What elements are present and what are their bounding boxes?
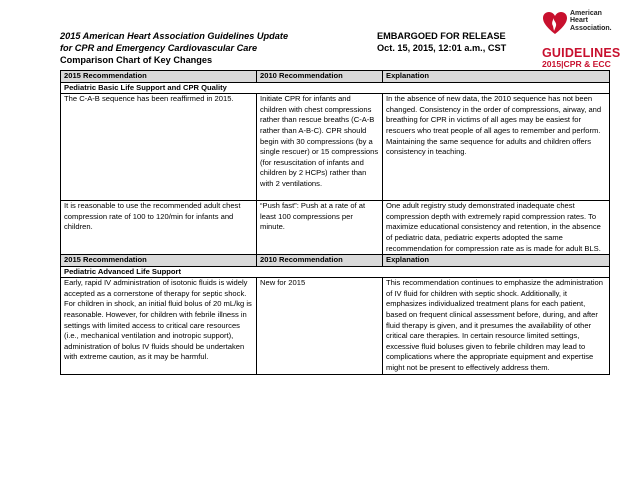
title-line-3: Comparison Chart of Key Changes: [60, 55, 213, 65]
column-header-2015: 2015 Recommendation: [61, 71, 257, 83]
guidelines-wordmark: GUIDELINES: [542, 46, 621, 60]
title-line-1: 2015 American Heart Association Guidelines Update: [60, 31, 289, 41]
table-row: [61, 94, 610, 201]
cell-2015-recommendation: It is reasonable to use the recommended adult chest compression rate of 100 to 120/min for infants and children.: [61, 201, 257, 255]
cell-explanation: In the absence of new data, the 2010 sequence has not been changed. Consistency in the order of compressions, airway, and breathing for CPR in victims of all ages may be easiest for rescuers who treat people of all ages to remember and perform. Maintaining the same sequence for adults and children offers consistency in teaching.: [383, 94, 610, 201]
guidelines-topic: CPR & ECC: [563, 59, 611, 69]
cell-explanation: This recommendation continues to emphasize the administration of IV fluid for children with septic shock. Additionally, it emphasizes individualized treatment plans for each patient, based on frequent clinical assessment before, during, and after fluid therapy is given, and it presumes the availability of other critical care therapies. In certain resource limited settings, excessive fluid boluses given to febrile children may lead to complications where the appropriate equipment and expertise might not be present to effectively address them.: [383, 278, 610, 374]
heart-torch-icon: [542, 10, 568, 36]
column-header-2010: 2010 Recommendation: [257, 71, 383, 83]
column-header-2010: 2010 Recommendation: [257, 255, 383, 267]
embargo-line-1: EMBARGOED FOR RELEASE: [377, 31, 506, 41]
guidelines-subtitle: [542, 59, 611, 69]
document-title: [60, 30, 288, 66]
cell-text: Initiate CPR for infants and children with chest compressions rather than rescue breaths (C-A-B rather than A-B-C). CPR should begin with 30 compressions (by a single rescuer) or 15 compressions (for resuscitation of infants and children by 2 HCPs) rather than with 2 ventilations.: [260, 94, 379, 188]
table-row: [61, 201, 610, 255]
section-row: [61, 266, 610, 278]
brand-line-3: Association.: [570, 24, 612, 32]
cell-2010-recommendation: New for 2015: [257, 278, 383, 374]
table-header-row: [61, 255, 610, 267]
section-row: [61, 82, 610, 94]
comparison-table: [60, 70, 610, 375]
column-header-explanation: Explanation: [383, 255, 610, 267]
guidelines-year: 2015: [542, 59, 562, 69]
aha-guidelines-logo: [540, 8, 632, 68]
cell-explanation: One adult registry study demonstrated inadequate chest compression depth with extremely rapid compression rates. To maximize educational consistency and retention, in the absence of pediatric data, pediatric experts adopted the same recommendation for compression rate as is made for adult BLS.: [383, 201, 610, 255]
cell-2010-recommendation: “Push fast”: Push at a rate of at least 100 compressions per minute.: [257, 201, 383, 255]
section-title-pediatric-bls: Pediatric Basic Life Support and CPR Quality: [61, 82, 610, 94]
cell-2010-recommendation: [257, 94, 383, 201]
embargo-notice: [377, 30, 506, 54]
brand-line-1: American: [570, 10, 602, 17]
title-line-2: for CPR and Emergency Cardiovascular Care: [60, 43, 258, 53]
column-header-explanation: Explanation: [383, 71, 610, 83]
table-header-row: [61, 71, 610, 83]
aha-brand-name: [570, 10, 612, 32]
guidelines-separator: |: [561, 59, 564, 69]
section-title-pediatric-als: Pediatric Advanced Life Support: [61, 266, 610, 278]
cell-2015-recommendation: Early, rapid IV administration of isotonic fluids is widely accepted as a cornerstone of therapy for septic shock. For children in shock, an initial fluid bolus of 20 mL/kg is reasonable. However, for children with febrile illness in settings with limited access to critical care resources (i.e., mechanical ventilation and inotropic support), administration of bolus IV fluids should be undertaken with extreme caution, as it may be harmful.: [61, 278, 257, 374]
brand-line-2: Heart: [570, 17, 588, 25]
cell-2015-recommendation: The C-A-B sequence has been reaffirmed in 2015.: [61, 94, 257, 201]
column-header-2015: 2015 Recommendation: [61, 255, 257, 267]
table-row: [61, 278, 610, 374]
embargo-line-2: Oct. 15, 2015, 12:01 a.m., CST: [377, 43, 507, 53]
